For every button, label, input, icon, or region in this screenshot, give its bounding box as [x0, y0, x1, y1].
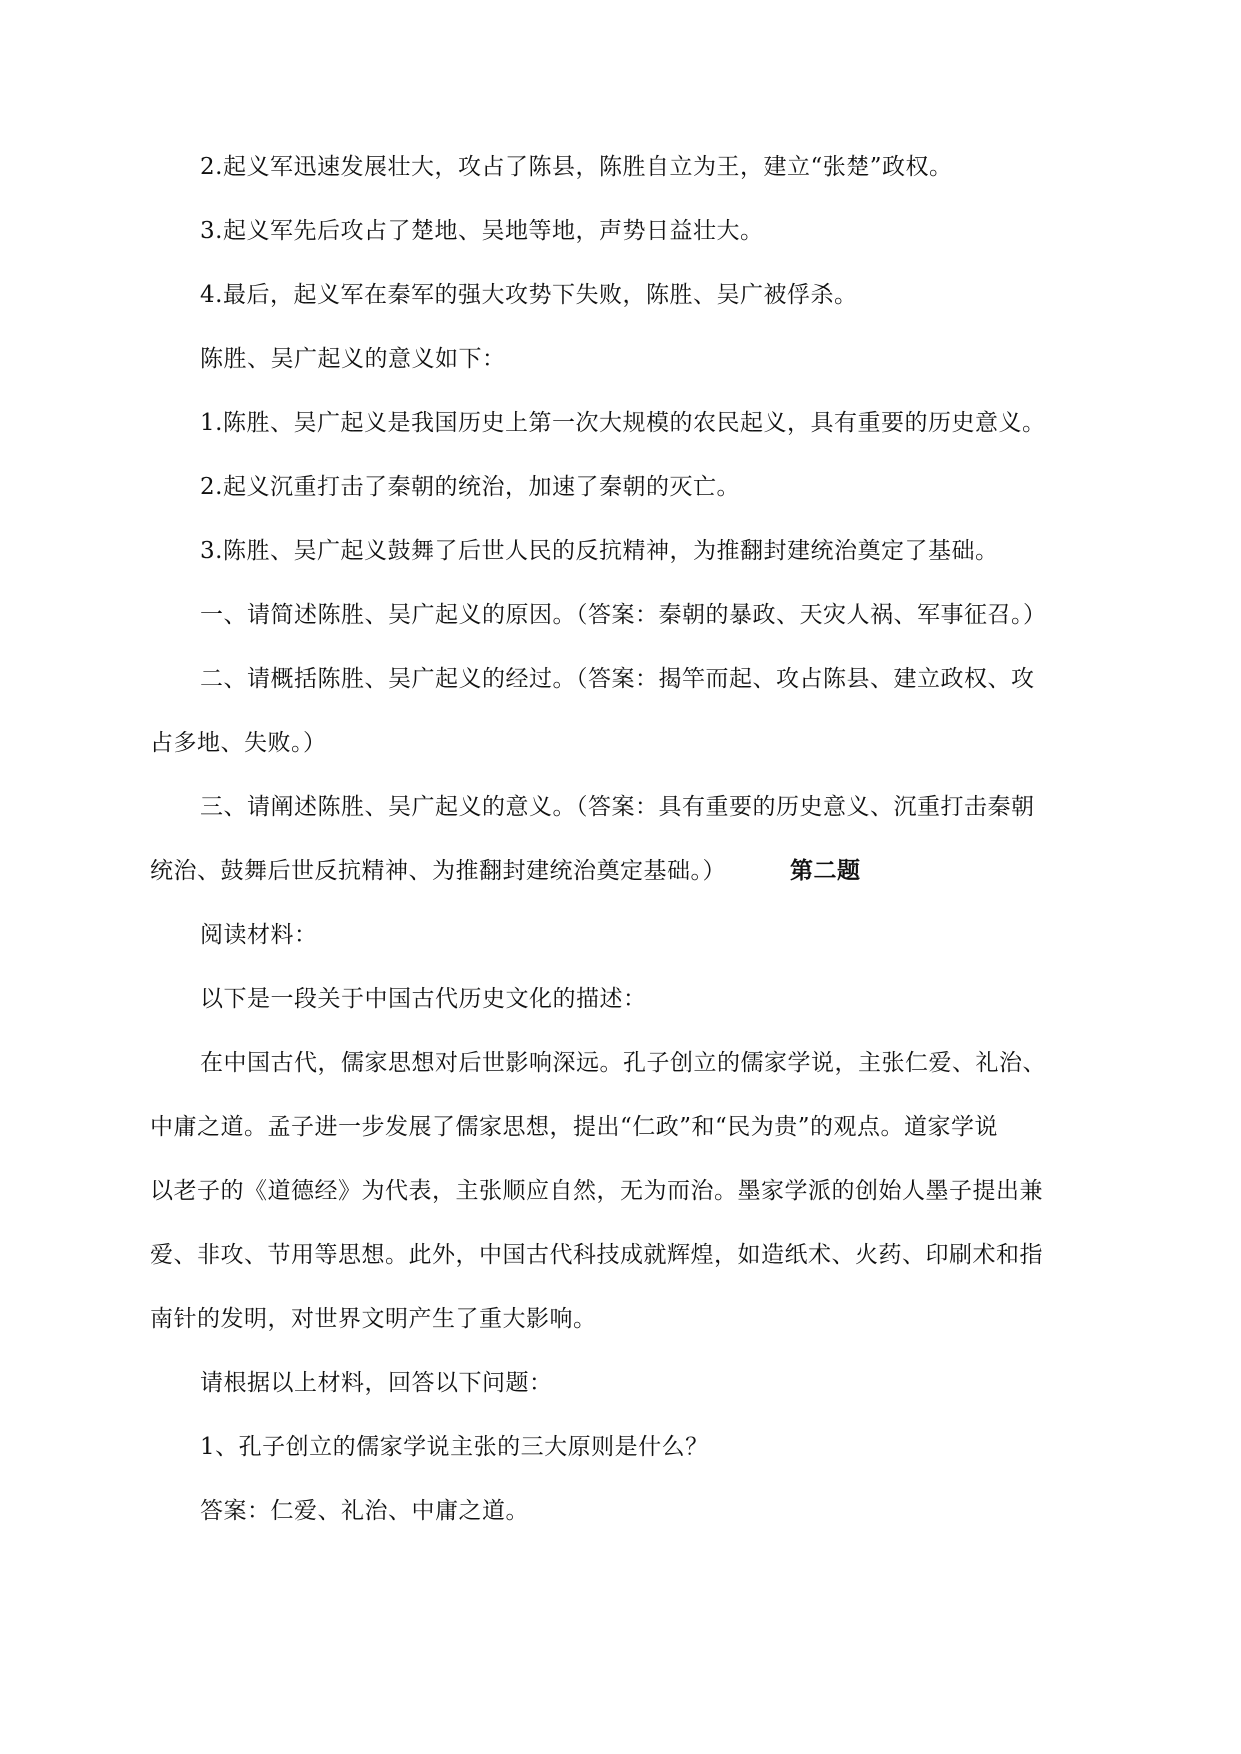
section-heading: 第二题	[790, 858, 861, 884]
question-line-continued: 占多地、失败。）	[150, 730, 327, 756]
paragraph-line: 4.最后，起义军在秦军的强大攻势下失败，陈胜、吴广被俘杀。	[200, 282, 858, 308]
paragraph-line: 陈胜、吴广起义的意义如下：	[200, 346, 506, 372]
paragraph-line: 2.起义军迅速发展壮大，攻占了陈县，陈胜自立为王，建立“张楚”政权。	[200, 154, 953, 180]
document-body	[150, 135, 1092, 1543]
question-line: 一、请简述陈胜、吴广起义的原因。（答案：秦朝的暴政、天灾人祸、军事征召。）	[200, 602, 1047, 628]
paragraph-line: 3.起义军先后攻占了楚地、吴地等地，声势日益壮大。	[200, 218, 764, 244]
paragraph-line: 3.陈胜、吴广起义鼓舞了后世人民的反抗精神，为推翻封建统治奠定了基础。	[200, 538, 999, 564]
paragraph-line: 请根据以上材料，回答以下问题：	[200, 1370, 553, 1396]
paragraph-line: 爱、非攻、节用等思想。此外，中国古代科技成就辉煌，如造纸术、火药、印刷术和指	[150, 1242, 1043, 1268]
paragraph-line: 阅读材料：	[200, 922, 318, 948]
paragraph-line: 以下是一段关于中国古代历史文化的描述：	[200, 986, 647, 1012]
paragraph-line: 2.起义沉重打击了秦朝的统治，加速了秦朝的灭亡。	[200, 474, 740, 500]
question-line: 三、请阐述陈胜、吴广起义的意义。（答案：具有重要的历史意义、沉重打击秦朝	[200, 794, 1035, 820]
paragraph-line: 以老子的《道德经》为代表，主张顺应自然，无为而治。墨家学派的创始人墨子提出兼	[150, 1178, 1043, 1204]
question-line-continued: 统治、鼓舞后世反抗精神、为推翻封建统治奠定基础。）	[150, 858, 726, 884]
question-line: 二、请概括陈胜、吴广起义的经过。（答案：揭竿而起、攻占陈县、建立政权、攻	[200, 666, 1035, 692]
paragraph-line: 在中国古代，儒家思想对后世影响深远。孔子创立的儒家学说，主张仁爱、礼治、	[200, 1050, 1046, 1076]
answer-line: 答案：仁爱、礼治、中庸之道。	[200, 1498, 529, 1524]
question-line: 1、孔子创立的儒家学说主张的三大原则是什么？	[200, 1434, 709, 1460]
paragraph-line: 南针的发明，对世界文明产生了重大影响。	[150, 1306, 597, 1332]
question-line-with-heading	[150, 839, 1092, 903]
paragraph-line: 中庸之道。孟子进一步发展了儒家思想，提出“仁政”和“民为贵”的观点。道家学说	[150, 1114, 999, 1140]
paragraph-line: 1.陈胜、吴广起义是我国历史上第一次大规模的农民起义，具有重要的历史意义。	[200, 410, 1046, 436]
